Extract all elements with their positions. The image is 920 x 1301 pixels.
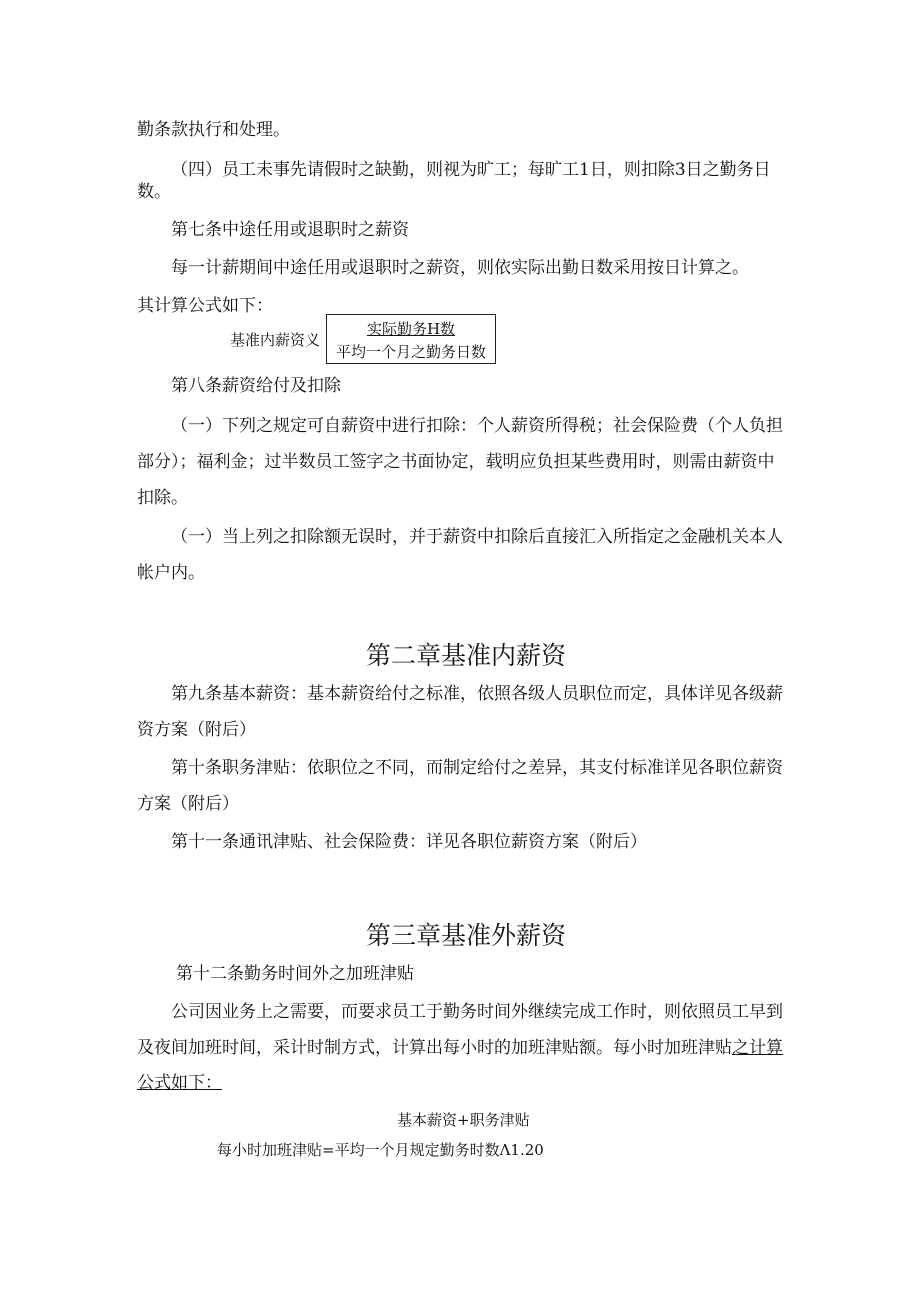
text-line: 数。 <box>137 182 171 202</box>
formula-fraction-box <box>326 314 496 364</box>
text-line: 公式如下： <box>137 1073 222 1093</box>
article-heading: 第八条薪资给付及扣除 <box>171 376 341 396</box>
text-line: 扣除。 <box>137 488 188 508</box>
text-line: （四）员工未事先请假时之缺勤，则视为旷工；每旷工1日，则扣除3日之勤务日 <box>171 160 771 180</box>
formula-numerator: 实际勤务H数 <box>366 320 456 338</box>
underlined-span: 之计算 <box>732 1038 783 1058</box>
article-line: 第九条基本薪资：基本薪资给付之标准，依照各级人员职位而定，具体详见各级薪 <box>171 684 783 704</box>
article-line: 第十条职务津贴：依职位之不同，而制定给付之差异，其支付标准详见各职位薪资 <box>171 758 783 778</box>
text-line: 部分）；福利金；过半数员工签字之书面协定，载明应负担某些费用时，则需由薪资中 <box>137 452 775 472</box>
text-line: 帐户内。 <box>137 563 205 583</box>
text-line <box>137 1038 783 1058</box>
text-line: （一）下列之规定可自薪资中进行扣除：个人薪资所得税；社会保险费（个人负担 <box>171 416 783 436</box>
chapter-title: 第二章基准内薪资 <box>366 641 567 670</box>
text-line: 勤条款执行和处理。 <box>137 120 290 140</box>
text-line: 方案（附后） <box>137 794 239 814</box>
text-line: 其计算公式如下： <box>137 296 273 316</box>
text-line: （一）当上列之扣除额无误时，并于薪资中扣除后直接汇入所指定之金融机关本人 <box>171 527 783 547</box>
text-span: 及夜间加班时间，采计时制方式，计算出每小时的加班津贴额。每小时加班津贴 <box>137 1038 732 1058</box>
formula-label: 基准内薪资义 <box>230 331 321 349</box>
article-heading: 第七条中途任用或退职时之薪资 <box>171 220 409 240</box>
text-line: 资方案（附后） <box>137 720 256 740</box>
chapter-title: 第三章基准外薪资 <box>366 921 567 950</box>
article-line: 第十一条通讯津贴、社会保险费：详见各职位薪资方案（附后） <box>171 832 647 852</box>
formula-line: 每小时加班津贴=平均一个月规定勤务时数Λ1.20 <box>217 1141 544 1159</box>
formula-denominator: 平均一个月之勤务日数 <box>335 343 486 361</box>
text-line: 公司因业务上之需要，而要求员工于勤务时间外继续完成工作时，则依照员工早到 <box>171 1002 783 1022</box>
text-line: 每一计薪期间中途任用或退职时之薪资，则依实际出勤日数采用按日计算之。 <box>171 258 749 278</box>
formula-numerator: 基本薪资+职务津贴 <box>397 1111 530 1129</box>
article-heading: 第十二条勤务时间外之加班津贴 <box>176 964 414 984</box>
